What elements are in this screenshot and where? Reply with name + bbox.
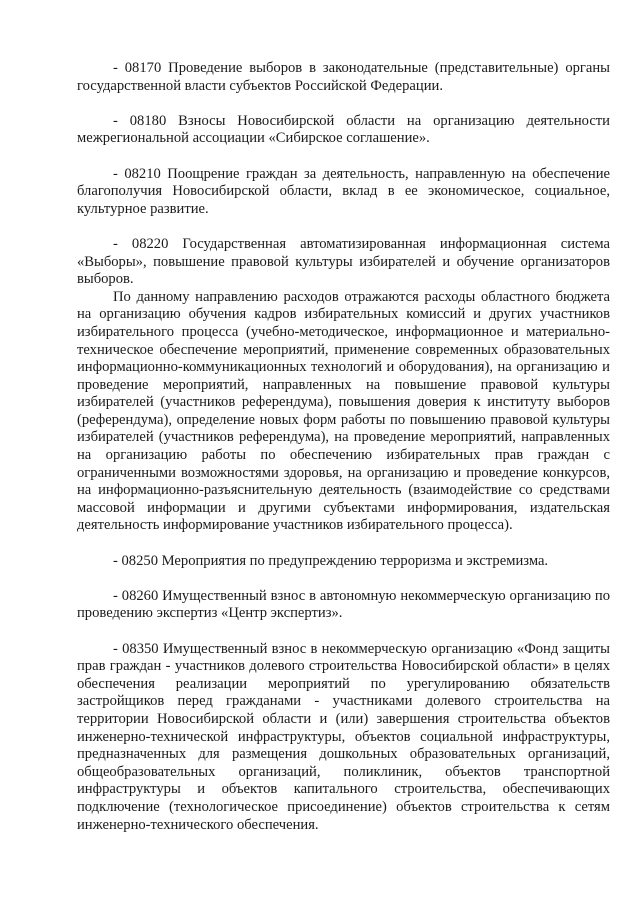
paragraph-08250: - 08250 Мероприятия по предупреждению терроризма и экстремизма.	[113, 552, 549, 569]
paragraph-08220-description: По данному направлению расходов отражаются расходы областного бюджета на организацию обучения кадров избирательных комиссий и других участников избирательного процесса (учебно-методическое, информационное и материально-техническое обеспечение мероприятий, применение современных образовательных информационно-коммуникационных технологий и оборудования), на организацию и проведение мероприятий, направленных на повышение правовой культуры избирателей (участников референдума), повышения доверия к институту выборов (референдума), определение новых форм работы по повышению правовой культуры избирателей (участников референдума), на проведение мероприятий, направленных на организацию работы по обеспечению избирательных прав граждан с ограниченными возможностями здоровья, на организацию и проведение конкурсов, на информационно-разъяснительную деятельность (взаимодействие со средствами массовой информации и другими субъектами информирования, издательская деятельность информирование участников избирательного процесса).	[77, 288, 610, 534]
paragraph-08170: - 08170 Проведение выборов в законодательные (представительные) органы государственной власти субъектов Российской Федерации.	[77, 60, 610, 94]
document-page	[77, 60, 610, 834]
paragraph-08220: - 08220 Государственная автоматизированная информационная система «Выборы», повышение правовой культуры избирателей и обучение организаторов выборов.	[77, 235, 610, 288]
paragraph-08180: - 08180 Взносы Новосибирской области на организацию деятельности межрегиональной ассоциации «Сибирское соглашение».	[77, 112, 610, 147]
paragraph-08210: - 08210 Поощрение граждан за деятельность, направленную на обеспечение благополучия Новосибирской области, вклад в ее экономическое, социальное, культурное развитие.	[77, 165, 610, 217]
paragraph-08260: - 08260 Имущественный взнос в автономную некоммерческую организацию по проведению экспертиз «Центр экспертиз».	[77, 587, 610, 622]
paragraph-08350: - 08350 Имущественный взнос в некоммерческую организацию «Фонд защиты прав граждан - участников долевого строительства Новосибирской области» в целях обеспечения реализации мероприятий по урегулированию обязательств застройщиков перед гражданами - участниками долевого строительства на территории Новосибирской области и (или) завершения строительства объектов инженерно-технической инфраструктуры, объектов социальной инфраструктуры, предназначенных для размещения дошкольных образовательных организаций, общеобразовательных организаций, поликлиник, объектов транспортной инфраструктуры и объектов капитального строительства, обеспечивающих подключение (технологическое присоединение) объектов строительства к сетям инженерно-технического обеспечения.	[77, 640, 610, 833]
